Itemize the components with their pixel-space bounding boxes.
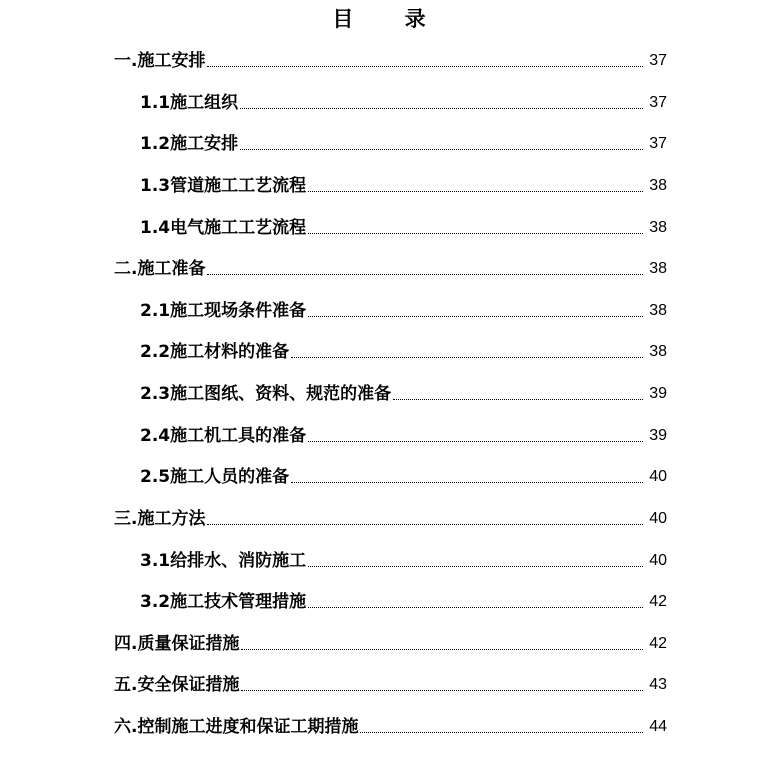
toc-entry-label: 1.2施工安排: [140, 134, 239, 154]
toc-entry-page: 37: [649, 135, 667, 152]
toc-entry[interactable]: [140, 215, 667, 239]
toc-entry[interactable]: [114, 48, 667, 72]
toc-entry-page: 38: [649, 219, 667, 236]
dot-leader: [240, 107, 643, 109]
dot-leader: [308, 232, 643, 234]
dot-leader: [241, 648, 643, 650]
toc-entry-label: 3.2施工技术管理措施: [140, 592, 307, 612]
toc-entry[interactable]: [140, 548, 667, 572]
toc-entry-page: 43: [649, 676, 667, 693]
toc-entry-page: 40: [649, 552, 667, 569]
toc-entry[interactable]: [140, 423, 667, 447]
dot-leader: [207, 523, 643, 525]
toc-entry[interactable]: [114, 631, 667, 655]
toc-entry-page: 40: [649, 510, 667, 527]
toc-entry-label: 2.4施工机工具的准备: [140, 426, 307, 446]
toc-entry[interactable]: [140, 173, 667, 197]
toc-entry[interactable]: [140, 464, 667, 488]
toc-entry[interactable]: [140, 90, 667, 114]
toc-entry-page: 44: [649, 718, 667, 735]
dot-leader: [241, 689, 643, 691]
toc-entry-label: 2.1施工现场条件准备: [140, 301, 307, 321]
toc-entry[interactable]: [114, 672, 667, 696]
toc-entry-label: 二.施工准备: [114, 259, 206, 279]
toc-entry-page: 38: [649, 260, 667, 277]
toc-entry[interactable]: [140, 589, 667, 613]
toc-entry[interactable]: [140, 131, 667, 155]
toc-entry[interactable]: [114, 714, 667, 738]
toc-entry[interactable]: [114, 256, 667, 280]
toc-entry-page: 37: [649, 52, 667, 69]
toc-entry[interactable]: [140, 339, 667, 363]
toc-entry-label: 1.4电气施工工艺流程: [140, 218, 307, 238]
dot-leader: [240, 148, 643, 150]
dot-leader: [393, 398, 643, 400]
toc-entry-page: 38: [649, 343, 667, 360]
toc-entry-page: 40: [649, 468, 667, 485]
toc-entry-page: 38: [649, 177, 667, 194]
toc-entry-label: 三.施工方法: [114, 509, 206, 529]
dot-leader: [291, 356, 643, 358]
toc-entry-label: 3.1给排水、消防施工: [140, 551, 307, 571]
toc-title: 目 录: [332, 7, 448, 31]
toc-entry-label: 2.2施工材料的准备: [140, 342, 290, 362]
toc-entry-label: 1.1施工组织: [140, 93, 239, 113]
toc-entry-label: 2.3施工图纸、资料、规范的准备: [140, 384, 392, 404]
toc-entry-label: 五.安全保证措施: [114, 675, 240, 695]
dot-leader: [360, 731, 643, 733]
dot-leader: [207, 65, 643, 67]
toc-entry-page: 39: [649, 385, 667, 402]
toc-entry-label: 六.控制施工进度和保证工期措施: [114, 717, 359, 737]
dot-leader: [291, 481, 643, 483]
dot-leader: [308, 315, 643, 317]
toc-entry-page: 38: [649, 302, 667, 319]
dot-leader: [308, 440, 643, 442]
toc-entry-page: 42: [649, 635, 667, 652]
toc-entry-label: 一.施工安排: [114, 51, 206, 71]
toc-entry-label: 1.3管道施工工艺流程: [140, 176, 307, 196]
toc-entry[interactable]: [140, 381, 667, 405]
toc-entry-label: 2.5施工人员的准备: [140, 467, 290, 487]
dot-leader: [308, 565, 643, 567]
toc-entry-page: 39: [649, 427, 667, 444]
toc-entry[interactable]: [114, 506, 667, 530]
dot-leader: [308, 606, 643, 608]
toc-entry-page: 37: [649, 94, 667, 111]
dot-leader: [207, 273, 643, 275]
dot-leader: [308, 190, 643, 192]
toc-entry[interactable]: [140, 298, 667, 322]
toc-entry-label: 四.质量保证措施: [114, 634, 240, 654]
toc-entry-page: 42: [649, 593, 667, 610]
